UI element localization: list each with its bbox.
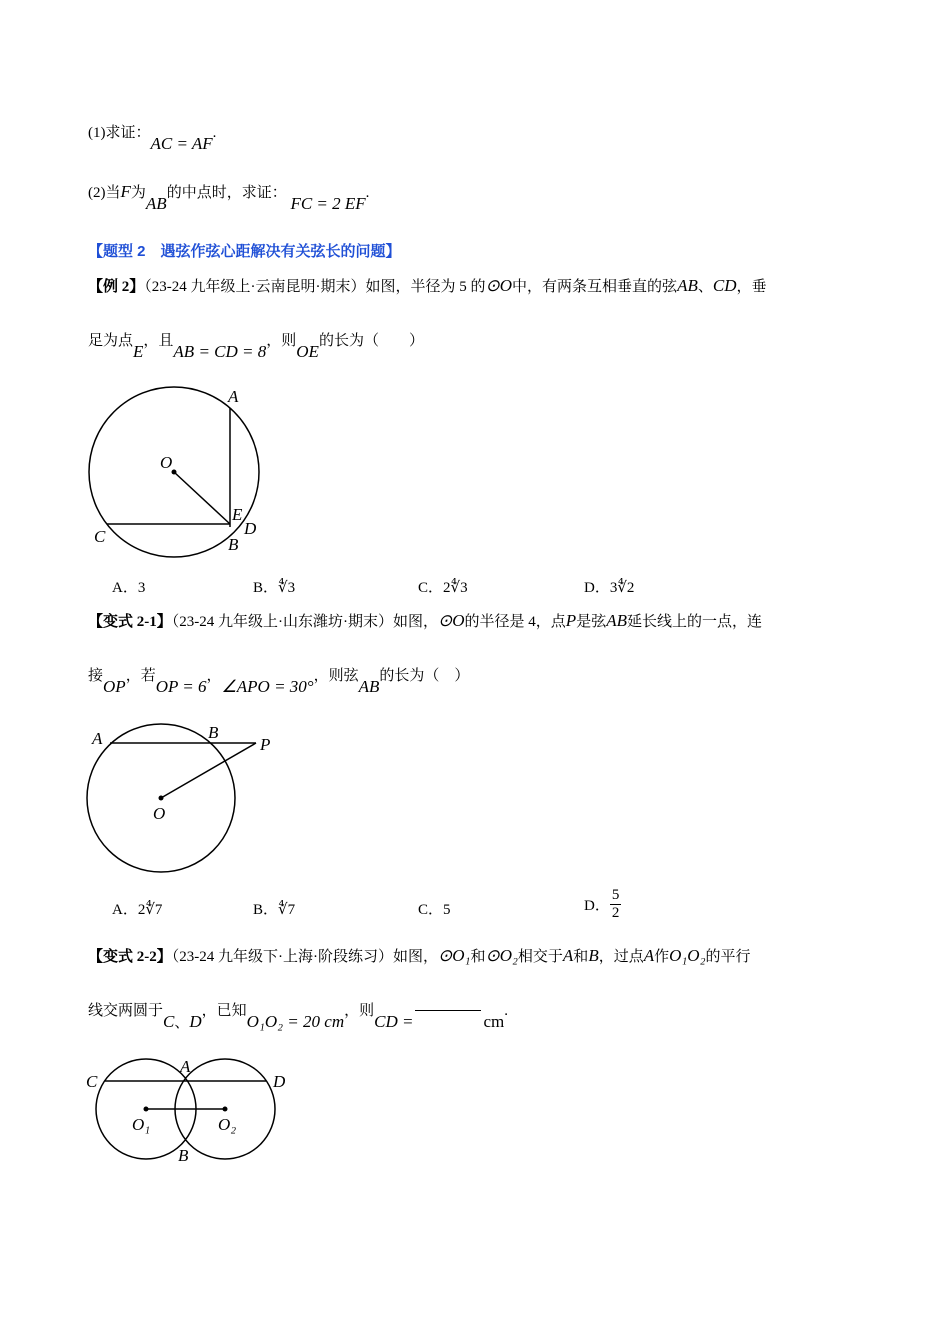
label-o1: O₁ (132, 1115, 151, 1134)
q2-label-c: 的中点时，求证： (166, 185, 287, 201)
v22-unit: cm (483, 1012, 505, 1031)
ex2-text-g: 的长为（ ） (318, 333, 424, 349)
label-a: A (180, 1057, 191, 1076)
option-value: ∜7 (278, 902, 296, 918)
v22-b: B (588, 946, 599, 965)
v21-circle-o: ⊙O (438, 611, 465, 630)
v21-text-h: 的长为（ ） (379, 668, 470, 684)
figure-two-circles (80, 1055, 320, 1170)
v21-text-a: （23-24 九年级上·山东潍坊·期末）如图， (171, 614, 438, 630)
variant-2-2-line-1 (88, 946, 751, 967)
numerator: 5 (611, 887, 620, 903)
v22-text-d: 作 (654, 949, 670, 965)
option-value: ∜2 (617, 580, 635, 596)
v21-eq2: ∠APO = 30° (221, 677, 314, 696)
label-c: C (94, 527, 106, 546)
option-prefix: D． (584, 898, 610, 914)
ex2-circle-o: ⊙O (485, 276, 513, 295)
v21-text-d: 延长线上的一点，连 (626, 614, 762, 630)
ex2-option-b[interactable] (253, 576, 295, 597)
label-p: P (260, 735, 271, 754)
v22-end: . (504, 1003, 508, 1019)
center-o1 (144, 1107, 149, 1112)
v21-option-a[interactable] (112, 898, 162, 919)
v22-text-b: 相交于 (517, 949, 563, 965)
v22-eq: O₁O₂ = 20 cm (246, 1012, 345, 1031)
example-2-line-2 (88, 330, 424, 361)
option-prefix: A．2 (112, 902, 146, 918)
q2-math: FC = 2 EF (290, 194, 366, 213)
ex2-text-e: ，且 (143, 333, 174, 349)
v22-a: A (562, 946, 574, 965)
v22-and: 和 (470, 949, 486, 965)
option-value: ∜3 (278, 580, 296, 596)
v22-c2: ⊙O₂ (485, 946, 518, 965)
answer-blank[interactable] (415, 1010, 481, 1011)
v22-d: D (189, 1012, 202, 1031)
v22-text-h: ，则 (344, 1003, 375, 1019)
v21-text-b: 的半径是 4，点 (464, 614, 566, 630)
label-d: D (244, 519, 257, 538)
label-o2: O₂ (218, 1115, 237, 1134)
label-a: A (92, 729, 103, 748)
v22-cd: CD = (374, 1012, 414, 1031)
label-d: D (273, 1072, 286, 1091)
q2-var-f: F (120, 182, 131, 201)
ex2-text-b: 中，有两条互相垂直的弦 (512, 279, 678, 295)
ex2-e: E (133, 342, 144, 361)
v21-text-g: ，则弦 (313, 668, 359, 684)
v22-text-a: （23-24 九年级下·上海·阶段练习）如图， (171, 949, 438, 965)
v21-text-c: 是弦 (576, 614, 607, 630)
denominator: 2 (611, 905, 620, 921)
example-2-tag: 【例 2】 (88, 279, 145, 295)
ex2-text-d: 足为点 (88, 333, 134, 349)
label-b: B (228, 535, 239, 554)
ex2-option-a[interactable]: A．3 (112, 580, 146, 596)
v22-a2: A (643, 946, 655, 965)
label-e: E (232, 505, 243, 524)
variant-2-1-tag: 【变式 2-1】 (88, 614, 172, 630)
v21-text-f: ，若 (125, 668, 156, 684)
ex2-oe: OE (296, 342, 319, 361)
v21-eq1: OP = 6 (155, 677, 207, 696)
ex2-sep: 、 (697, 279, 713, 295)
v21-comma: ， (206, 668, 222, 684)
option-prefix: C．2 (418, 580, 451, 596)
fraction (610, 887, 622, 922)
center-point (159, 796, 164, 801)
ex2-eq: AB = CD = 8 (173, 342, 267, 361)
v22-text-c: ，过点 (598, 949, 644, 965)
center-o2 (223, 1107, 228, 1112)
v21-option-b[interactable] (253, 898, 295, 919)
label-c: C (86, 1072, 98, 1091)
question-2 (88, 182, 370, 213)
q2-math-ab: AB (145, 194, 167, 213)
v21-text-e: 接 (88, 668, 104, 684)
v22-and2: 和 (573, 949, 589, 965)
v21-p: P (565, 611, 577, 630)
variant-2-1-line-1 (88, 611, 762, 632)
q2-label-a: (2)当 (88, 185, 121, 201)
ex2-ab: AB (677, 276, 698, 295)
q2-end: . (365, 185, 370, 201)
option-prefix: B． (253, 580, 279, 596)
segment-oe (174, 472, 230, 524)
figure-circle-secant (80, 715, 300, 880)
q1-math: AC = AF (150, 134, 213, 153)
v21-option-c[interactable]: C．5 (418, 902, 451, 918)
q2-label-b: 为 (130, 185, 146, 201)
question-1 (88, 122, 217, 153)
section-heading: 【题型 2 遇弦作弦心距解决有关弦长的问题】 (88, 243, 401, 260)
v21-option-d[interactable] (584, 887, 621, 922)
v22-text-e: 的平行 (705, 949, 751, 965)
ex2-text-c: ，垂 (736, 279, 767, 295)
q1-label: (1)求证： (88, 125, 151, 141)
variant-2-2-line-2 (88, 1000, 508, 1031)
segment-op (161, 743, 256, 798)
ex2-cd: CD (712, 276, 737, 295)
v21-ab: AB (606, 611, 627, 630)
v21-ab2: AB (358, 677, 380, 696)
option-prefix: B． (253, 902, 279, 918)
label-b: B (178, 1146, 189, 1165)
label-o: O (153, 804, 166, 823)
example-2-line-1 (88, 276, 767, 297)
option-value: ∜7 (145, 902, 163, 918)
v22-text-g: ，已知 (201, 1003, 247, 1019)
ex2-text-f: ，则 (266, 333, 297, 349)
v22-sep: 、 (174, 1015, 190, 1031)
v21-op: OP (103, 677, 126, 696)
ex2-option-d[interactable] (584, 576, 634, 597)
v22-o1o2: O₁O₂ (669, 946, 706, 965)
option-value: ∜3 (450, 580, 468, 596)
ex2-text-a: （23-24 九年级上·云南昆明·期末）如图，半径为 5 的 (144, 279, 486, 295)
ex2-option-c[interactable] (418, 576, 468, 597)
q1-end: . (212, 125, 217, 141)
label-a: A (228, 387, 239, 406)
label-b: B (208, 723, 219, 742)
v22-c1: ⊙O₁ (438, 946, 471, 965)
v22-text-f: 线交两圆于 (88, 1003, 164, 1019)
variant-2-1-line-2 (88, 665, 470, 696)
figure-circle-chords (80, 380, 280, 560)
variant-2-2-tag: 【变式 2-2】 (88, 949, 172, 965)
v22-c: C (163, 1012, 175, 1031)
option-prefix: D．3 (584, 580, 618, 596)
label-o: O (160, 453, 173, 472)
